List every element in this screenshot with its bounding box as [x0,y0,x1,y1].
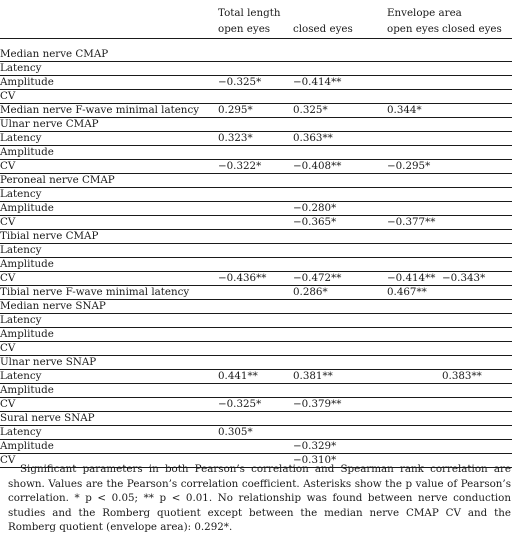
table-cell [387,202,442,216]
table-cell [387,48,442,62]
header-open-eyes: open eyes [218,22,271,35]
table-row [0,160,512,174]
table-cell: −0.343* [442,272,512,286]
table-cell: −0.414** [293,76,387,90]
table-cell [442,188,512,202]
table-cell [218,412,293,426]
table-cell [442,132,512,146]
table-cell [218,188,293,202]
table-cell [387,370,442,384]
table-cell [387,412,442,426]
table-row [0,370,512,384]
row-sublabel: CV [0,398,218,412]
table-cell [442,160,512,174]
table-cell [387,426,442,440]
table-row [0,384,512,398]
table-cell [218,146,293,160]
table-cell [387,244,442,258]
row-sublabel: Amplitude [0,440,218,454]
row-sublabel: Latency [0,370,218,384]
row-group-label: Tibial nerve F-wave minimal latency [0,286,218,300]
table-cell: 0.467** [387,286,442,300]
header-envelope-area: Envelope area [387,7,462,19]
table-cell [218,258,293,272]
table-cell [387,258,442,272]
row-sublabel: Latency [0,314,218,328]
table-cell [293,384,387,398]
header-closed-eyes: closed eyes [293,22,353,35]
table-cell [387,356,442,370]
table-cell [218,202,293,216]
row-sublabel: Latency [0,132,218,146]
table-cell: 0.441** [218,370,293,384]
table-cell: −0.408** [293,160,387,174]
table-cell [442,62,512,76]
table-row [0,146,512,160]
row-group-label: Peroneal nerve CMAP [0,174,218,188]
table-cell [442,104,512,118]
row-sublabel: CV [0,454,218,468]
table-footnote [8,462,511,535]
row-group-label: Ulnar nerve SNAP [0,356,218,370]
table-cell: 0.344* [387,104,442,118]
table-cell [293,90,387,104]
row-sublabel: CV [0,160,218,174]
row-sublabel: CV [0,216,218,230]
table-row [0,48,512,62]
table-cell [387,328,442,342]
table-cell [442,90,512,104]
table-cell [387,174,442,188]
table-cell: −0.329* [293,440,387,454]
table-cell: −0.472** [293,272,387,286]
table-cell [387,398,442,412]
table-cell: 0.325* [293,104,387,118]
table-cell [387,230,442,244]
table-row [0,356,512,370]
table-cell: −0.365* [293,216,387,230]
table-cell: −0.325* [218,398,293,412]
table-cell: 0.323* [218,132,293,146]
table-row [0,314,512,328]
table-cell [293,314,387,328]
table-cell [218,286,293,300]
table-row [0,216,512,230]
table-row [0,412,512,426]
table-cell [387,342,442,356]
header-open-eyes: open eyes [387,22,440,35]
table-row [0,328,512,342]
table-cell: 0.363** [293,132,387,146]
table-cell [293,48,387,62]
table-cell [442,342,512,356]
table-row [0,230,512,244]
table-cell [442,300,512,314]
row-sublabel: CV [0,272,218,286]
table-cell [218,244,293,258]
table-cell [387,440,442,454]
table-cell [387,90,442,104]
row-group-label: Median nerve CMAP [0,48,218,62]
header-sub-row [0,20,512,39]
table-cell [442,426,512,440]
table-cell: 0.383** [442,370,512,384]
row-sublabel: Amplitude [0,146,218,160]
row-sublabel: Amplitude [0,328,218,342]
table-cell [293,62,387,76]
table-row [0,244,512,258]
table-cell: −0.280* [293,202,387,216]
table-cell [387,118,442,132]
table-cell: 0.381** [293,370,387,384]
table-cell: −0.310* [293,454,387,468]
table-cell [218,314,293,328]
row-sublabel: Amplitude [0,258,218,272]
table-cell [442,244,512,258]
table-cell [293,426,387,440]
table-row [0,90,512,104]
table-cell [442,216,512,230]
table-cell: 0.305* [218,426,293,440]
table-cell: −0.322* [218,160,293,174]
table-cell [387,384,442,398]
table-cell [442,174,512,188]
row-group-label: Median nerve F-wave minimal latency [0,104,218,118]
table-cell [442,146,512,160]
table-row [0,342,512,356]
table-row [0,300,512,314]
table-cell [442,398,512,412]
table-cell [218,356,293,370]
footnote-text: Significant parameters in both Pearson’s correlation and Spearman rank correlation are shown. Values are the Pearson’s correlation coefficient. Asterisks show the p value of Pearson’s correlation. * p < 0.05; ** p < 0.01. No relationship was found between nerve conduction studies and the Romberg quotient except between the median nerve CMAP CV and the Romberg quotient (envelope area): 0.292*. [8,463,511,534]
row-sublabel: Latency [0,62,218,76]
table-cell [218,342,293,356]
table-cell [293,258,387,272]
table-cell [442,76,512,90]
table-cell: −0.436** [218,272,293,286]
table-cell [387,132,442,146]
table-cell [387,314,442,328]
table-row [0,272,512,286]
table-cell [442,258,512,272]
table-cell [293,412,387,426]
table-cell [442,440,512,454]
table-cell [218,90,293,104]
table-cell [442,314,512,328]
row-group-label: Ulnar nerve CMAP [0,118,218,132]
table-cell [218,440,293,454]
row-group-label: Sural nerve SNAP [0,412,218,426]
table-cell [218,62,293,76]
table-cell [442,328,512,342]
table-cell [442,230,512,244]
table-cell [293,328,387,342]
table-row [0,174,512,188]
row-sublabel: Latency [0,426,218,440]
table-row [0,104,512,118]
header-closed-eyes: closed eyes [442,22,502,35]
table-cell [218,328,293,342]
table-row [0,118,512,132]
row-sublabel: Latency [0,188,218,202]
table-cell [218,300,293,314]
row-sublabel: Amplitude [0,76,218,90]
table-cell [293,174,387,188]
table-cell [442,356,512,370]
table-cell [218,48,293,62]
header-total-length: Total length [218,7,281,19]
table-cell: −0.295* [387,160,442,174]
table-row [0,440,512,454]
table-cell [442,412,512,426]
row-sublabel: Amplitude [0,202,218,216]
row-group-label: Median nerve SNAP [0,300,218,314]
table-cell [387,62,442,76]
table-cell [218,216,293,230]
table-cell [218,174,293,188]
row-sublabel: Latency [0,244,218,258]
table-cell: 0.295* [218,104,293,118]
table-cell [293,118,387,132]
table-cell [293,244,387,258]
table-body [0,48,512,468]
row-sublabel: CV [0,342,218,356]
table-row [0,188,512,202]
table-row [0,398,512,412]
table-cell [387,146,442,160]
table-cell [218,230,293,244]
table-cell [387,188,442,202]
table-row [0,258,512,272]
row-sublabel: Amplitude [0,384,218,398]
table-row [0,286,512,300]
table-cell: −0.377** [387,216,442,230]
row-sublabel: CV [0,90,218,104]
table-cell: −0.379** [293,398,387,412]
table-cell [293,146,387,160]
table-row [0,426,512,440]
table-cell [293,356,387,370]
table-cell [293,300,387,314]
table-row [0,202,512,216]
table-cell [293,342,387,356]
table-cell: −0.414** [387,272,442,286]
table-cell [293,230,387,244]
table-row [0,76,512,90]
table-row [0,62,512,76]
table-cell [387,300,442,314]
table-cell [442,48,512,62]
table-cell [442,286,512,300]
table-cell [218,118,293,132]
table-cell [442,202,512,216]
table-cell [442,384,512,398]
table-row [0,132,512,146]
header-group-row [0,0,512,20]
table-cell: −0.325* [218,76,293,90]
table-cell: 0.286* [293,286,387,300]
table-cell [218,384,293,398]
table-cell [442,118,512,132]
table-cell [293,188,387,202]
table-cell [387,76,442,90]
row-group-label: Tibial nerve CMAP [0,230,218,244]
